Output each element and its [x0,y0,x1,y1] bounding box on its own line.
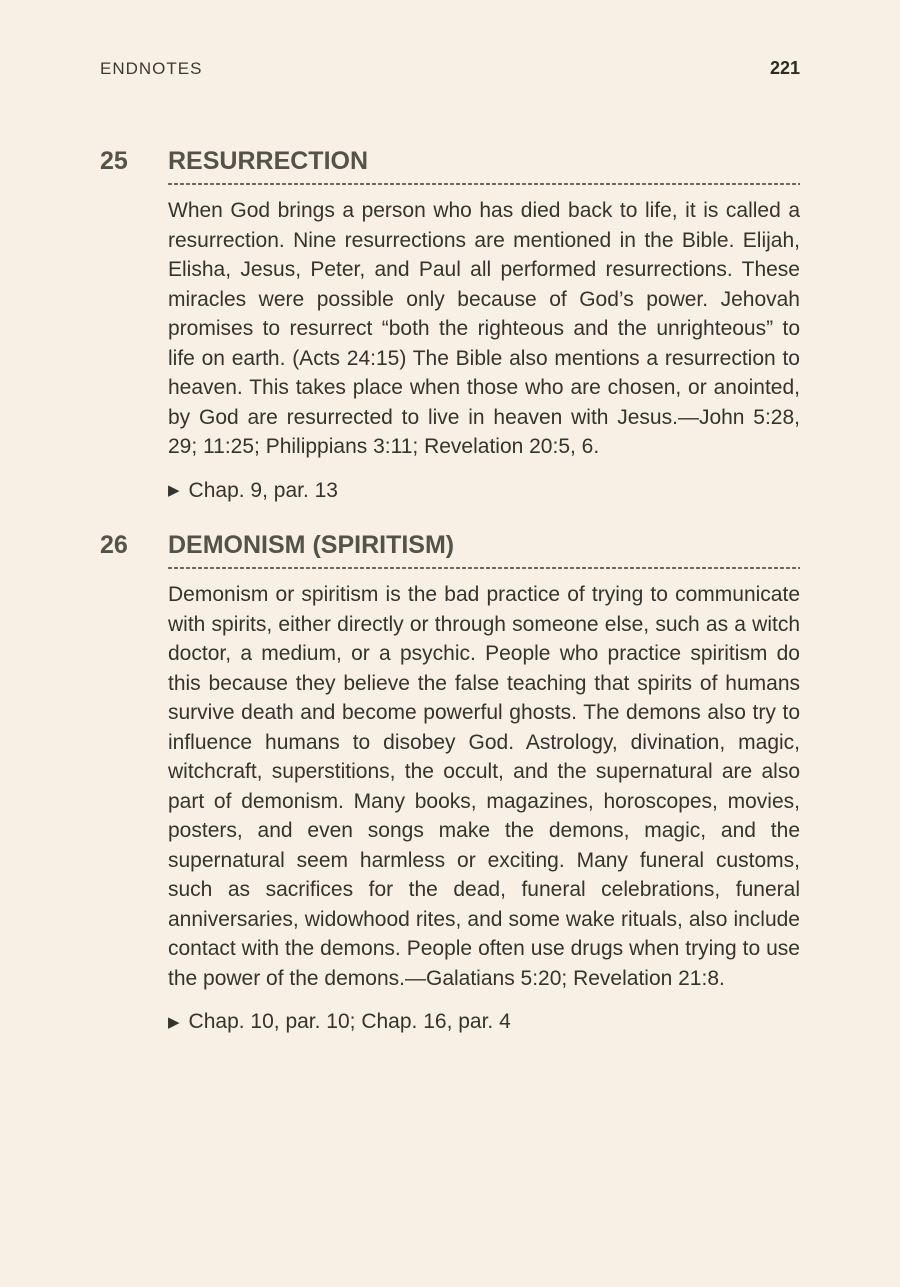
endnote-entry-25 [100,146,800,503]
page-number: 221 [769,58,800,78]
entry-title-rule [168,530,800,569]
entry-number: 25 [100,147,128,175]
entry-title: DEMONISM (SPIRITISM) [168,530,455,559]
entry-heading-26 [100,530,800,569]
chapter-reference-text: Chap. 10, par. 10; Chap. 16, par. 4 [188,1010,511,1033]
triangle-bullet-icon: ▶ [168,1013,180,1031]
entry-number: 26 [100,530,128,559]
endnote-entry-26 [100,530,800,1034]
entry-title: RESURRECTION [168,147,369,175]
triangle-bullet-icon: ▶ [168,482,180,500]
chapter-reference [168,1010,800,1034]
running-head: ENDNOTES [100,59,203,78]
entry-title-rule [168,146,800,185]
entry-body-text: Demonism or spiritism is the bad practice of trying to communicate with spirits, either directly or through someone else, such as a witch doctor, a medium, or a psychic. People who practice spiritism do this because they believe the false teaching that spirits of humans survive death and become powerful ghosts. The demons also try to influence humans to disobey God. Astrology, divination, magic, witchcraft, superstitions, the occult, and the supernatural are also part of demonism. Many books, magazines, horoscopes, movies, posters, and even songs make the demons, magic, and the supernatural seem harmless or exciting. Many funeral customs, such as sacrifices for the dead, funeral celebrations, funeral anniversaries, widowhood rites, and some wake rituals, also include contact with the demons. People often use drugs when trying to use the power of the demons.—Galatians 5:20; Revelation 21:8. [168,583,800,990]
chapter-reference-text: Chap. 9, par. 13 [188,478,338,502]
page-header [100,58,800,79]
chapter-reference [168,479,800,503]
endnotes-content [100,146,800,1034]
entry-heading-25 [100,146,800,185]
entry-body-text: When God brings a person who has died back to life, it is called a resurrection. Nine resurrections are mentioned in the Bible. Elijah, Elisha, Jesus, Peter, and Paul all performed resurrections. These miracles were possible only because of God’s power. Jehovah promises to resurrect “both the righteous and the unrighteous” to life on earth. (Acts 24:15) The Bible also mentions a resurrection to heaven. This takes place when those who are chosen, or anointed, by God are resurrected to live in heaven with Jesus.—John 5:28, 29; 11:25; Philippians 3:11; Revelation 20:5, 6. [168,199,800,459]
